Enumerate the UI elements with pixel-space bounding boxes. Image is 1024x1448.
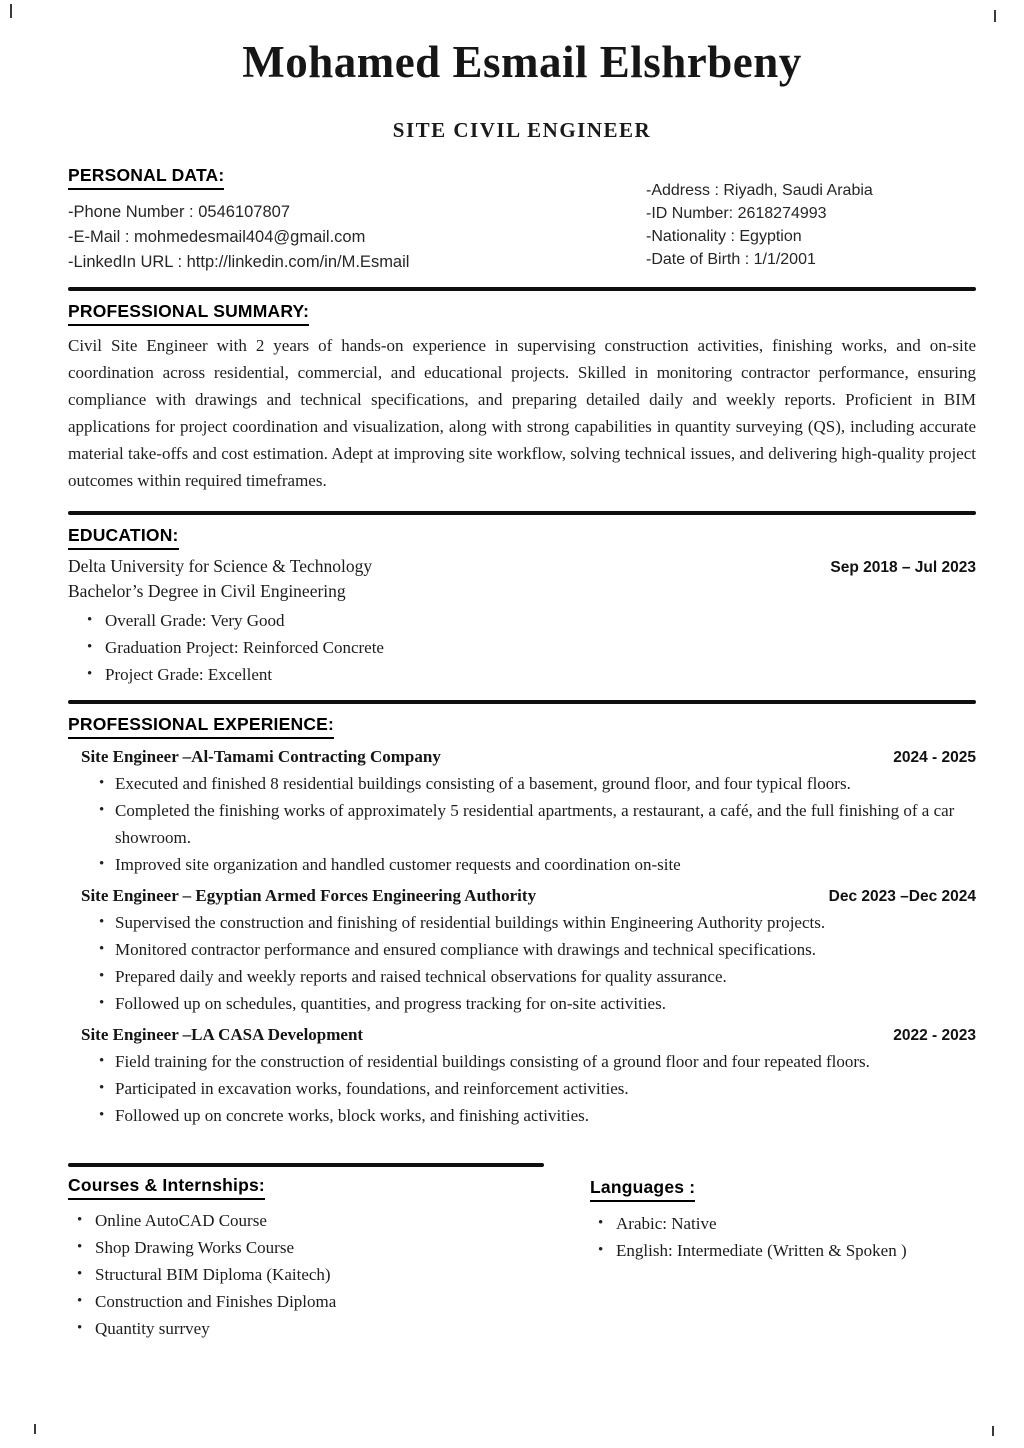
education-dates: Sep 2018 – Jul 2023 bbox=[830, 558, 976, 576]
phone-line: -Phone Number : 0546107807 bbox=[68, 202, 290, 221]
section-divider bbox=[68, 511, 976, 515]
list-item: • Construction and Finishes Diploma bbox=[68, 1288, 590, 1315]
section-divider bbox=[68, 1163, 544, 1167]
courses-heading: Courses & Internships: bbox=[68, 1175, 265, 1200]
email-line: -E-Mail : mohmedesmail404@gmail.com bbox=[68, 227, 366, 246]
list-item: • English: Intermediate (Written & Spoken ) bbox=[590, 1237, 976, 1264]
list-item: • Overall Grade: Very Good bbox=[68, 607, 976, 634]
section-professional-summary bbox=[68, 301, 976, 494]
id-number-line: -ID Number: 2618274993 bbox=[646, 204, 827, 222]
education-bullets bbox=[68, 607, 976, 688]
list-item: • Arabic: Native bbox=[590, 1210, 976, 1237]
bottom-two-column-area bbox=[68, 1163, 976, 1342]
education-institution: Delta University for Science & Technology bbox=[68, 555, 373, 576]
list-item: • Quantity surrvey bbox=[68, 1315, 590, 1342]
nationality-line: -Nationality : Egyption bbox=[646, 227, 802, 245]
list-item: • Monitored contractor performance and ensured compliance with drawings and technical specifications. bbox=[68, 936, 976, 963]
section-languages bbox=[590, 1163, 976, 1342]
crop-mark-top-left bbox=[10, 4, 12, 18]
section-courses-internships bbox=[68, 1163, 590, 1342]
section-divider bbox=[68, 700, 976, 704]
professional-summary-heading: PROFESSIONAL SUMMARY: bbox=[68, 301, 309, 326]
list-item: • Shop Drawing Works Course bbox=[68, 1234, 590, 1261]
date-of-birth-line: -Date of Birth : 1/1/2001 bbox=[646, 250, 816, 268]
crop-mark-bottom-left bbox=[34, 1424, 36, 1434]
list-item: • Followed up on concrete works, block works, and finishing activities. bbox=[68, 1102, 976, 1129]
education-header-row bbox=[68, 556, 976, 577]
job-header-row bbox=[68, 1025, 976, 1045]
education-degree: Bachelor’s Degree in Civil Engineering bbox=[68, 580, 346, 601]
job-title: Site Engineer –Al-Tamami Contracting Company bbox=[81, 746, 441, 766]
list-item: • Executed and finished 8 residential buildings consisting of a basement, ground floor, and four typical floors. bbox=[68, 770, 976, 797]
list-item: • Improved site organization and handled customer requests and coordination on-site bbox=[68, 851, 976, 878]
languages-list bbox=[590, 1210, 976, 1264]
list-item: • Project Grade: Excellent bbox=[68, 661, 976, 688]
job-title: Site Engineer –LA CASA Development bbox=[81, 1024, 364, 1044]
job-entry bbox=[68, 1025, 976, 1129]
job-bullets bbox=[68, 909, 976, 1017]
languages-heading: Languages : bbox=[590, 1177, 695, 1202]
job-bullets bbox=[68, 770, 976, 878]
list-item: • Followed up on schedules, quantities, and progress tracking for on-site activities. bbox=[68, 990, 976, 1017]
list-item: • Graduation Project: Reinforced Concrete bbox=[68, 634, 976, 661]
section-personal-data bbox=[68, 165, 976, 275]
job-bullets bbox=[68, 1048, 976, 1129]
job-title: Site Engineer – Egyptian Armed Forces Engineering Authority bbox=[81, 885, 537, 905]
linkedin-line: -LinkedIn URL : http://linkedin.com/in/M.Esmail bbox=[68, 252, 410, 271]
list-item: • Structural BIM Diploma (Kaitech) bbox=[68, 1261, 590, 1288]
section-education bbox=[68, 525, 976, 688]
professional-summary-text: Civil Site Engineer with 2 years of hands-on experience in supervising construction activities, finishing works, and on-site coordination across residential, commercial, and educational projects. Skilled in monitoring contractor performance, ensuring compliance with drawings and technical specifications, and preparing detailed daily and weekly reports. Proficient in BIM applications for project coordination and visualization, along with strong capabilities in quantity surveying (QS), including accurate material take-offs and cost estimation. Adept at improving site workflow, solving technical issues, and delivering high-quality project outcomes within required timeframes. bbox=[68, 335, 976, 490]
job-header-row bbox=[68, 886, 976, 906]
list-item: • Field training for the construction of residential buildings consisting of a ground floor and four repeated floors. bbox=[68, 1048, 976, 1075]
list-item: • Supervised the construction and finishing of residential buildings within Engineering Authority projects. bbox=[68, 909, 976, 936]
job-header-row bbox=[68, 747, 976, 767]
address-line: -Address : Riyadh, Saudi Arabia bbox=[646, 181, 873, 199]
crop-mark-bottom-right bbox=[992, 1426, 994, 1436]
job-dates: Dec 2023 –Dec 2024 bbox=[828, 887, 976, 905]
professional-experience-heading: PROFESSIONAL EXPERIENCE: bbox=[68, 714, 334, 739]
resume-content bbox=[68, 0, 976, 1342]
list-item: • Prepared daily and weekly reports and raised technical observations for quality assurance. bbox=[68, 963, 976, 990]
crop-mark-top-right bbox=[994, 10, 996, 22]
list-item: • Online AutoCAD Course bbox=[68, 1207, 590, 1234]
person-job-title: SITE CIVIL ENGINEER bbox=[392, 117, 652, 142]
courses-list bbox=[68, 1207, 590, 1342]
education-heading: EDUCATION: bbox=[68, 525, 179, 550]
personal-data-heading: PERSONAL DATA: bbox=[68, 165, 224, 190]
person-name: Mohamed Esmail Elshrbeny bbox=[242, 37, 802, 87]
job-entry bbox=[68, 886, 976, 1017]
job-entry bbox=[68, 747, 976, 878]
job-dates: 2024 - 2025 bbox=[893, 748, 976, 766]
section-professional-experience bbox=[68, 714, 976, 1129]
section-divider bbox=[68, 287, 976, 291]
list-item: • Participated in excavation works, foundations, and reinforcement activities. bbox=[68, 1075, 976, 1102]
list-item: • Completed the finishing works of approximately 5 residential apartments, a restaurant, a café, and the full finishing of a car showroom. bbox=[68, 797, 976, 851]
job-dates: 2022 - 2023 bbox=[893, 1026, 976, 1044]
personal-data-right-column bbox=[646, 179, 873, 271]
